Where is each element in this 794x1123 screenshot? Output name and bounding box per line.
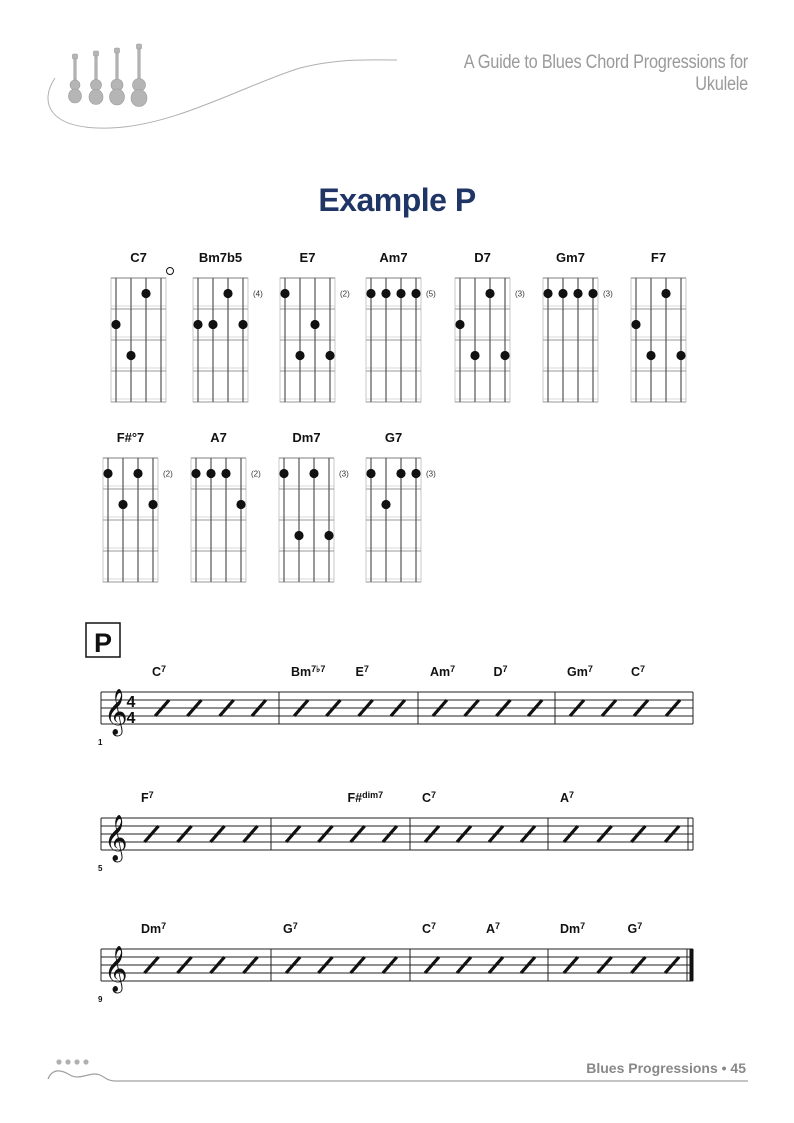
- chord-extension: 7: [502, 664, 508, 674]
- chord-symbol: [486, 921, 500, 936]
- finger-dot: [325, 351, 334, 360]
- finger-dot: [366, 289, 375, 298]
- chord-name: Dm7: [292, 430, 321, 445]
- footer-dot: [83, 1059, 88, 1064]
- chord-diagram: [193, 250, 263, 402]
- fret-position-label: (2): [251, 469, 261, 479]
- chord-root: G: [283, 922, 293, 936]
- finger-dot: [573, 289, 582, 298]
- time-signature-top: 4: [126, 694, 136, 711]
- fret-position-label: (5): [426, 289, 436, 299]
- chord-diagrams: [0, 230, 794, 600]
- finger-dot: [118, 500, 127, 509]
- finger-dot: [366, 469, 375, 478]
- time-signature-bottom: 4: [126, 710, 136, 727]
- finger-dot: [324, 531, 333, 540]
- treble-clef: 𝄞: [104, 947, 128, 991]
- finger-dot: [381, 500, 390, 509]
- chord-extension: 7: [450, 664, 456, 674]
- chord-root: C: [152, 665, 162, 679]
- chord-diagram: [455, 250, 525, 402]
- finger-dot: [543, 289, 552, 298]
- chord-symbol: [560, 790, 574, 805]
- finger-dot: [396, 289, 405, 298]
- finger-dot: [558, 289, 567, 298]
- chord-root: C: [422, 791, 432, 805]
- chord-extension: 7: [292, 921, 298, 931]
- chord-symbol: [567, 664, 593, 679]
- treble-clef: 𝄞: [104, 816, 128, 860]
- finger-dot: [661, 289, 670, 298]
- chord-symbol: [494, 664, 508, 679]
- rehearsal-mark: P: [93, 628, 113, 658]
- chord-name: Gm7: [556, 250, 585, 265]
- finger-dot: [411, 469, 420, 478]
- finger-dot: [111, 320, 120, 329]
- chord-extension: 7: [148, 790, 154, 800]
- chord-name: F7: [650, 250, 667, 265]
- finger-dot: [238, 320, 247, 329]
- chord-extension: 7: [637, 921, 643, 931]
- chord-symbol: [628, 921, 643, 936]
- fret-position-label: (3): [426, 469, 436, 479]
- finger-dot: [485, 289, 494, 298]
- chord-diagram: [543, 250, 613, 402]
- chord-diagram: [191, 430, 261, 582]
- finger-dot: [676, 351, 685, 360]
- chord-symbol: [152, 664, 166, 679]
- chord-diagram: [103, 430, 173, 582]
- finger-dot: [223, 289, 232, 298]
- finger-dot: [279, 469, 288, 478]
- finger-dot: [295, 351, 304, 360]
- chord-diagram: [111, 250, 174, 402]
- chord-name: Bm7b5: [198, 250, 243, 265]
- chord-symbol: [283, 921, 298, 936]
- measure-number: 5: [98, 864, 103, 873]
- finger-dot: [141, 289, 150, 298]
- finger-dot: [193, 320, 202, 329]
- finger-dot: [500, 351, 509, 360]
- finger-dot: [294, 531, 303, 540]
- finger-dot: [631, 320, 640, 329]
- footer-page-label: Blues Progressions • 45: [586, 1060, 746, 1076]
- chord-root: Gm: [567, 665, 588, 679]
- chord-symbol: [631, 664, 645, 679]
- chord-root: Dm: [560, 922, 581, 936]
- chord-extension: 7: [431, 921, 437, 931]
- finger-dot: [381, 289, 390, 298]
- chord-name: D7: [474, 250, 491, 265]
- chord-symbol: [560, 921, 585, 936]
- ukulele-icon: [89, 51, 103, 105]
- chord-name: C7: [130, 250, 147, 265]
- chord-extension: 7: [580, 921, 586, 931]
- finger-dot: [588, 289, 597, 298]
- chord-symbol: [348, 790, 384, 805]
- finger-dot: [280, 289, 289, 298]
- finger-dot: [396, 469, 405, 478]
- lead-sheet: [0, 615, 794, 1015]
- chord-root: Bm: [291, 665, 312, 679]
- fret-position-label: (2): [163, 469, 173, 479]
- chord-extension: 7♭7: [311, 664, 326, 674]
- finger-dot: [646, 351, 655, 360]
- staff-system: [98, 664, 693, 747]
- chord-extension: 7: [587, 664, 593, 674]
- staff-system: [98, 790, 693, 873]
- chord-extension: 7: [569, 790, 575, 800]
- finger-dot: [411, 289, 420, 298]
- finger-dot: [470, 351, 479, 360]
- finger-dot: [206, 469, 215, 478]
- chord-symbol: [141, 790, 154, 805]
- chord-root: C: [631, 665, 641, 679]
- footer-dots: [56, 1059, 88, 1064]
- chord-symbol: [422, 921, 436, 936]
- chord-extension: 7: [640, 664, 646, 674]
- treble-clef: 𝄞: [104, 690, 128, 734]
- chord-extension: dim7: [362, 790, 384, 800]
- finger-dot: [191, 469, 200, 478]
- chord-root: E: [355, 665, 364, 679]
- chord-root: A: [486, 922, 496, 936]
- chord-diagram: [279, 430, 349, 582]
- chord-root: Dm: [141, 922, 162, 936]
- finger-dot: [236, 500, 245, 509]
- finger-dot: [103, 469, 112, 478]
- chord-extension: 7: [431, 790, 437, 800]
- chord-diagram: [280, 250, 350, 402]
- fret-position-label: (3): [603, 289, 613, 299]
- ukulele-icon: [110, 48, 125, 105]
- chord-name: E7: [299, 250, 316, 265]
- open-string-marker: [167, 268, 174, 275]
- measure-number: 1: [98, 738, 103, 747]
- fret-position-label: (2): [340, 289, 350, 299]
- staff-system: [98, 921, 693, 1004]
- chord-name: A7: [210, 430, 227, 445]
- chord-extension: 7: [495, 921, 501, 931]
- fret-position-label: (3): [339, 469, 349, 479]
- chord-root: A: [560, 791, 570, 805]
- footer-dot: [65, 1059, 70, 1064]
- chord-root: C: [422, 922, 432, 936]
- chord-symbol: [430, 664, 455, 679]
- finger-dot: [309, 469, 318, 478]
- ukulele-icon: [69, 54, 82, 103]
- finger-dot: [148, 500, 157, 509]
- chord-name: Am7: [379, 250, 408, 265]
- chord-root: D: [493, 665, 503, 679]
- chord-symbol: [141, 921, 166, 936]
- finger-dot: [126, 351, 135, 360]
- ukulele-icon: [131, 44, 147, 107]
- chord-extension: 7: [161, 921, 167, 931]
- ukulele-icons: [69, 44, 148, 107]
- chord-root: G: [627, 922, 638, 936]
- chord-name: F#°7: [116, 430, 145, 445]
- chord-root: F#: [347, 791, 363, 805]
- chord-symbol: [422, 790, 436, 805]
- finger-dot: [455, 320, 464, 329]
- header-title: A Guide to Blues Chord Progressions for Ukulele: [463, 52, 748, 95]
- finger-dot: [221, 469, 230, 478]
- chord-extension: 7: [161, 664, 167, 674]
- chord-root: Am: [430, 665, 451, 679]
- finger-dot: [208, 320, 217, 329]
- chord-diagram: [366, 430, 436, 582]
- chord-name: G7: [384, 430, 403, 445]
- fret-position-label: (3): [515, 289, 525, 299]
- chord-symbol: [356, 664, 369, 679]
- chord-diagram: [366, 250, 436, 402]
- footer-dot: [56, 1059, 61, 1064]
- chord-extension: 7: [363, 664, 369, 674]
- chord-symbol: [291, 664, 325, 679]
- finger-dot: [133, 469, 142, 478]
- footer-dot: [74, 1059, 79, 1064]
- finger-dot: [310, 320, 319, 329]
- fret-position-label: (4): [253, 289, 263, 299]
- chord-diagram: [631, 250, 686, 402]
- chord-root: F: [141, 791, 149, 805]
- measure-number: 9: [98, 995, 103, 1004]
- page-title: Example P: [318, 182, 476, 218]
